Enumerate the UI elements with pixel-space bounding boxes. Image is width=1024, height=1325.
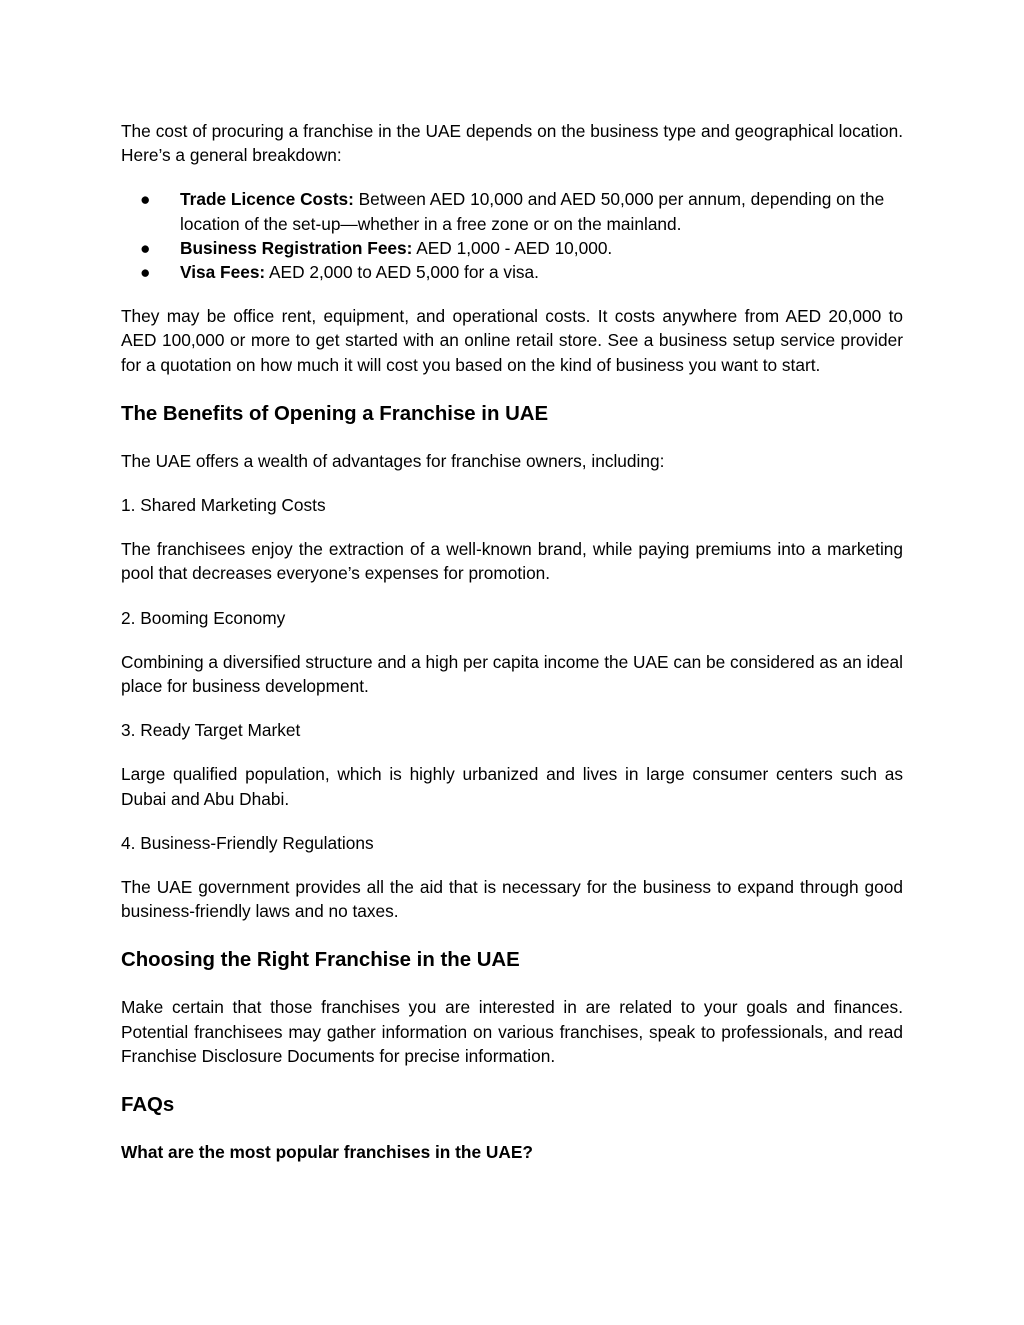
cost-label: Visa Fees: <box>180 262 266 283</box>
faqs-heading: FAQs <box>121 1094 175 1117</box>
choosing-heading: Choosing the Right Franchise in the UAE <box>121 949 520 972</box>
cost-label: Business Registration Fees: <box>180 237 413 258</box>
benefits-intro: The UAE offers a wealth of advantages for franchise owners, including: <box>121 450 665 471</box>
document-page <box>121 119 903 1164</box>
cost-breakdown-list <box>121 187 903 284</box>
list-item <box>121 236 903 260</box>
benefits-heading: The Benefits of Opening a Franchise in UAE <box>121 402 549 425</box>
benefit-title: 3. Ready Target Market <box>121 720 301 741</box>
cost-text: AED 2,000 to AED 5,000 for a visa. <box>265 262 539 283</box>
cost-label: Trade Licence Costs: <box>180 189 354 210</box>
benefit-title: 1. Shared Marketing Costs <box>121 495 326 516</box>
benefit-title: 4. Business-Friendly Regulations <box>121 832 374 853</box>
benefit-body: Combining a diversified structure and a high per capita income the UAE can be considered as an ideal place for business development. <box>121 651 903 697</box>
bullet-icon: ● <box>140 189 151 210</box>
cost-text: Between AED 10,000 and AED 50,000 per annum, depending on the location of the set-up—whether in a free zone or on the mainland. <box>180 189 885 234</box>
choosing-paragraph: Make certain that those franchises you are interested in are related to your goals and finances. Potential franchisees may gather information on various franchises, speak to professionals, and read Franchise Disclosure Documents for precise information. <box>121 997 903 1066</box>
faq-question: What are the most popular franchises in the UAE? <box>121 1142 533 1163</box>
list-item <box>121 260 903 284</box>
intro-paragraph: The cost of procuring a franchise in the UAE depends on the business type and geographical location. Here’s a general breakdown: <box>121 121 903 166</box>
bullet-icon: ● <box>140 262 151 283</box>
list-item <box>121 187 903 235</box>
bullet-icon: ● <box>140 237 151 258</box>
other-costs-paragraph: They may be office rent, equipment, and operational costs. It costs anywhere from AED 20,000 to AED 100,000 or more to get started with an online retail store. See a business setup service provider for a quotation on how much it will cost you based on the kind of business you want to start. <box>121 306 903 375</box>
benefit-body: The UAE government provides all the aid that is necessary for the business to expand through good business-friendly laws and no taxes. <box>121 877 903 922</box>
benefit-body: Large qualified population, which is highly urbanized and lives in large consumer centers such as Dubai and Abu Dhabi. <box>121 764 903 809</box>
benefit-body: The franchisees enjoy the extraction of a well-known brand, while paying premiums into a marketing pool that decreases everyone’s expenses for promotion. <box>121 539 903 584</box>
cost-text: AED 1,000 - AED 10,000. <box>412 237 613 258</box>
benefit-title: 2. Booming Economy <box>121 607 286 628</box>
